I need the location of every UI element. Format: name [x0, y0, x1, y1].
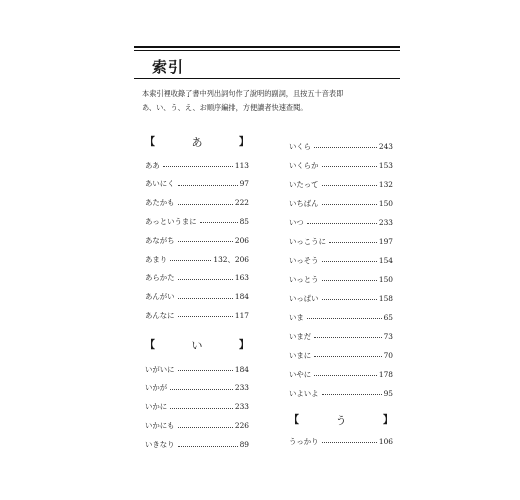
entry-term: いかが [145, 383, 168, 393]
entry-page: 106 [378, 436, 393, 446]
dot-leader [178, 278, 233, 280]
index-entry [145, 362, 249, 373]
entry-term: あながち [145, 235, 175, 245]
intro-line-1: 本索引裡收錄了書中列出詞句作了說明的副詞，且按五十音表即 [142, 89, 344, 98]
dot-leader [178, 184, 238, 186]
dot-leader [163, 165, 233, 167]
entry-page: 226 [234, 421, 249, 431]
index-entry [145, 214, 249, 225]
index-entry [289, 196, 393, 207]
entry-term: ああ [145, 160, 160, 170]
close-bracket: 】 [239, 137, 249, 148]
entry-page: 150 [378, 198, 393, 208]
dot-leader [322, 203, 377, 205]
index-entry [289, 234, 393, 245]
entry-page: 73 [383, 331, 393, 341]
entry-page: 233 [234, 383, 249, 393]
entry-term: いやに [289, 369, 312, 379]
dot-leader [314, 374, 377, 376]
dot-leader [322, 393, 382, 395]
entry-page: 233 [234, 402, 249, 412]
entry-page: 184 [234, 292, 249, 302]
entry-term: いよいよ [289, 388, 319, 398]
entry-page: 65 [383, 312, 393, 322]
dot-leader [178, 297, 233, 299]
section-header [145, 137, 249, 149]
dot-leader [200, 221, 238, 223]
index-entry [145, 233, 249, 244]
entry-term: いかにも [145, 421, 175, 431]
index-entry [289, 434, 393, 445]
index-entry [289, 253, 393, 264]
entry-page: 233 [378, 217, 393, 227]
entry-page: 154 [378, 255, 393, 265]
entry-term: あっというまに [145, 216, 197, 226]
dot-leader [322, 260, 377, 262]
entry-page: 153 [378, 160, 393, 170]
dot-leader [322, 441, 377, 443]
section-kana: あ [191, 136, 203, 149]
section-header [145, 340, 249, 352]
index-entry [289, 310, 393, 321]
dot-leader [178, 203, 233, 205]
entry-term: いつ [289, 217, 304, 227]
entry-term: いま [289, 312, 304, 322]
entry-page: 70 [383, 350, 393, 360]
entry-term: いまだ [289, 331, 312, 341]
entry-page: 85 [239, 216, 249, 226]
index-entry [145, 308, 249, 319]
dot-leader [307, 317, 382, 319]
entry-page: 117 [234, 310, 249, 320]
entry-page: 206 [234, 235, 249, 245]
dot-leader [178, 445, 238, 447]
dot-leader [322, 184, 377, 186]
index-entry [145, 196, 249, 207]
index-entry [289, 329, 393, 340]
dot-leader [178, 426, 233, 428]
entry-term: あいにく [145, 179, 175, 189]
entry-term: いきなり [145, 440, 175, 450]
index-entry [289, 367, 393, 378]
entry-page: 222 [234, 198, 249, 208]
index-entry [289, 348, 393, 359]
dot-leader [170, 388, 233, 390]
entry-page: 158 [378, 293, 393, 303]
entry-term: あたかも [145, 198, 175, 208]
dot-leader [322, 165, 377, 167]
open-bracket: 【 [145, 340, 155, 351]
title-underline [134, 78, 400, 79]
header-rule-thick [134, 46, 400, 48]
index-entry [145, 419, 249, 430]
dot-leader [170, 259, 211, 261]
entry-page: 132 [378, 179, 393, 189]
dot-leader [178, 240, 233, 242]
entry-page: 243 [378, 141, 393, 151]
dot-leader [314, 355, 381, 357]
index-entry [145, 177, 249, 188]
index-entry [145, 158, 249, 169]
index-entry [289, 291, 393, 302]
entry-term: いっとう [289, 274, 319, 284]
entry-page: 178 [378, 369, 393, 379]
entry-term: いっこうに [289, 236, 326, 246]
entry-term: いまに [289, 350, 312, 360]
index-entry [289, 177, 393, 188]
entry-page: 89 [239, 440, 249, 450]
entry-term: あんがい [145, 292, 175, 302]
entry-term: いちばん [289, 198, 319, 208]
index-entry [145, 252, 249, 263]
section-kana: う [335, 414, 347, 427]
intro-line-2: あ、い、う、え、お順序編排，方便讀者快速查閱。 [142, 103, 308, 112]
section-header [289, 415, 393, 427]
index-entry [145, 381, 249, 392]
entry-page: 95 [383, 388, 393, 398]
open-bracket: 【 [145, 137, 155, 148]
entry-term: いくらか [289, 160, 319, 170]
page-title: 索引 [152, 58, 185, 76]
entry-page: 197 [378, 236, 393, 246]
entry-page: 150 [378, 274, 393, 284]
entry-term: いっぱい [289, 293, 319, 303]
entry-term: いがいに [145, 364, 175, 374]
entry-page: 184 [234, 364, 249, 374]
dot-leader [314, 336, 381, 338]
entry-term: あんなに [145, 310, 175, 320]
index-entry [145, 290, 249, 301]
close-bracket: 】 [383, 415, 393, 426]
dot-leader [170, 407, 233, 409]
entry-page: 163 [234, 273, 249, 283]
entry-term: いくら [289, 141, 312, 151]
entry-term: うっかり [289, 436, 319, 446]
dot-leader [178, 369, 233, 371]
index-entry [145, 400, 249, 411]
header-rule-thin [134, 50, 400, 51]
dot-leader [329, 241, 377, 243]
entry-term: いたって [289, 179, 319, 189]
index-entry [289, 272, 393, 283]
entry-term: いかに [145, 402, 168, 412]
entry-page: 113 [234, 160, 249, 170]
index-entry [289, 386, 393, 397]
entry-page: 97 [239, 179, 249, 189]
index-entry [145, 438, 249, 449]
open-bracket: 【 [289, 415, 299, 426]
dot-leader [178, 315, 233, 317]
index-entry [289, 158, 393, 169]
dot-leader [322, 279, 377, 281]
entry-page: 132、206 [213, 254, 249, 264]
index-entry [145, 271, 249, 282]
index-entry [289, 215, 393, 226]
dot-leader [322, 298, 377, 300]
index-entry [289, 139, 393, 150]
entry-term: あまり [145, 254, 168, 264]
dot-leader [314, 146, 377, 148]
entry-term: いっそう [289, 255, 319, 265]
entry-term: あらかた [145, 273, 175, 283]
section-kana: い [191, 339, 203, 352]
dot-leader [307, 222, 377, 224]
close-bracket: 】 [239, 340, 249, 351]
